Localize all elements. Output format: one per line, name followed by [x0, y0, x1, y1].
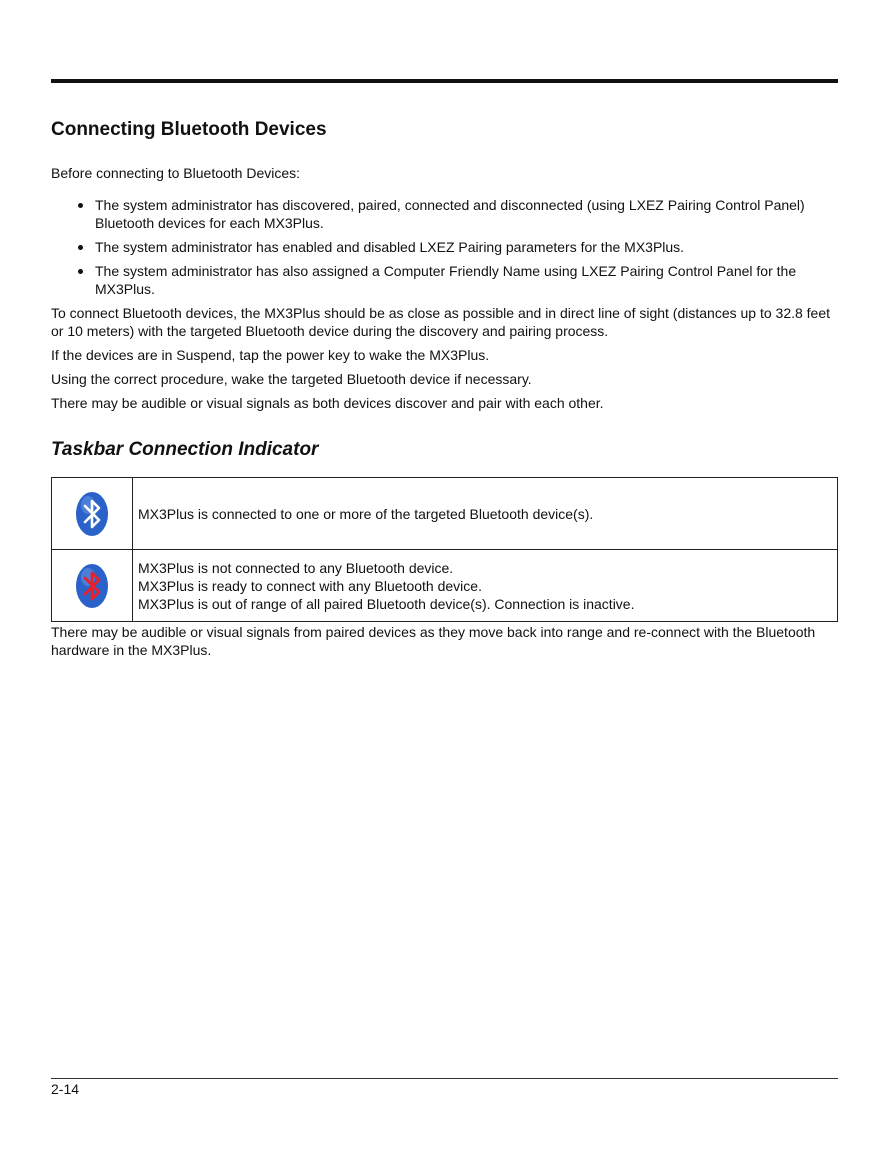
- paragraph-distance: To connect Bluetooth devices, the MX3Plus should be as close as possible and in direct line of sight (distances up to 32.8 feet or 10 meters) with the targeted Bluetooth device during the discovery and pairing process.: [51, 305, 831, 339]
- prerequisite-list: [51, 196, 838, 298]
- description-line: MX3Plus is connected to one or more of the targeted Bluetooth device(s).: [138, 505, 594, 522]
- header-rule: [51, 79, 838, 83]
- description-cell: [133, 550, 838, 622]
- paragraph-reconnect: There may be audible or visual signals from paired devices as they move back into range and re-connect with the Bluetooth hardware in the MX3Plus.: [51, 624, 816, 658]
- indicator-table: [51, 477, 838, 622]
- icon-cell: [52, 550, 133, 622]
- table-row: [52, 478, 838, 550]
- paragraph-signals: There may be audible or visual signals as both devices discover and pair with each other.: [51, 395, 604, 411]
- bluetooth-connected-icon: [52, 490, 132, 538]
- section-title: Connecting Bluetooth Devices: [51, 119, 327, 140]
- list-item: The system administrator has discovered, paired, connected and disconnected (using LXEZ Pairing Control Panel) Bluetooth devices for each MX3Plus.: [51, 196, 838, 232]
- bluetooth-disconnected-icon: [52, 562, 132, 610]
- paragraph-wake: Using the correct procedure, wake the targeted Bluetooth device if necessary.: [51, 371, 532, 387]
- intro-text: Before connecting to Bluetooth Devices:: [51, 165, 301, 181]
- icon-cell: [52, 478, 133, 550]
- description-line: MX3Plus is not connected to any Bluetooth device.: [138, 559, 454, 576]
- list-item: The system administrator has enabled and disabled LXEZ Pairing parameters for the MX3Plus.: [51, 238, 838, 256]
- description-line: MX3Plus is out of range of all paired Bluetooth device(s). Connection is inactive.: [138, 595, 635, 612]
- description-line: MX3Plus is ready to connect with any Bluetooth device.: [138, 577, 482, 594]
- paragraph-suspend: If the devices are in Suspend, tap the power key to wake the MX3Plus.: [51, 347, 490, 363]
- list-item: The system administrator has also assigned a Computer Friendly Name using LXEZ Pairing Control Panel for the MX3Plus.: [51, 262, 838, 298]
- document-body: [51, 118, 838, 665]
- description-cell: [133, 478, 838, 550]
- subsection-title: Taskbar Connection Indicator: [51, 439, 319, 460]
- table-row: [52, 550, 838, 622]
- footer-rule: [51, 1078, 838, 1079]
- page-number: 2-14: [51, 1081, 80, 1097]
